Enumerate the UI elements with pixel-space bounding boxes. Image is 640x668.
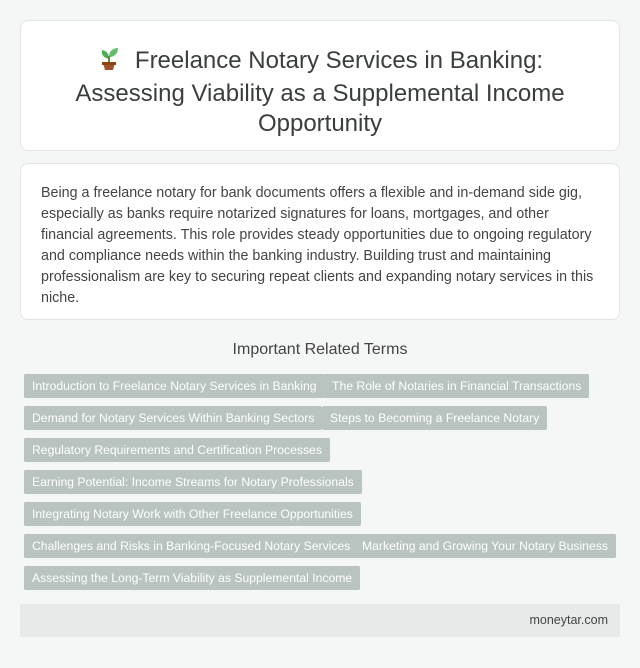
related-term-tag[interactable]: Earning Potential: Income Streams for Notary Professionals: [24, 470, 362, 494]
summary-card: [20, 163, 620, 320]
related-term-tag[interactable]: Assessing the Long-Term Viability as Supplemental Income: [24, 566, 360, 590]
related-terms-heading: Important Related Terms: [232, 341, 408, 358]
related-term-tag[interactable]: The Role of Notaries in Financial Transactions: [324, 374, 589, 398]
related-term-tag[interactable]: Steps to Becoming a Freelance Notary: [322, 406, 547, 430]
related-term-tag[interactable]: Integrating Notary Work with Other Freelance Opportunities: [24, 502, 361, 526]
related-term-tag[interactable]: Introduction to Freelance Notary Services in Banking: [24, 374, 325, 398]
related-term-tag[interactable]: Demand for Notary Services Within Banking Sectors: [24, 406, 322, 430]
sprout-icon: [97, 45, 121, 79]
page-title: [61, 45, 579, 139]
related-term-tag[interactable]: Challenges and Risks in Banking-Focused Notary Services: [24, 534, 358, 558]
footer-site-link[interactable]: moneytar.com: [529, 613, 608, 627]
title-card: [20, 20, 620, 151]
related-term-tag[interactable]: Marketing and Growing Your Notary Business: [354, 534, 616, 558]
footer: [20, 604, 620, 637]
page-title-text: Freelance Notary Services in Banking: Assessing Viability as a Supplemental Income Opportunity: [75, 47, 565, 137]
related-term-tag[interactable]: Regulatory Requirements and Certification Processes: [24, 438, 330, 462]
summary-text: Being a freelance notary for bank documents offers a flexible and in-demand side gig, especially as banks require notarized signatures for loans, mortgages, and other financial agreements. This role provides steady opportunities due to ongoing regulatory and compliance needs within the banking industry. Building trust and maintaining professionalism are key to securing repeat clients and expanding notary services in this niche.: [41, 185, 594, 306]
